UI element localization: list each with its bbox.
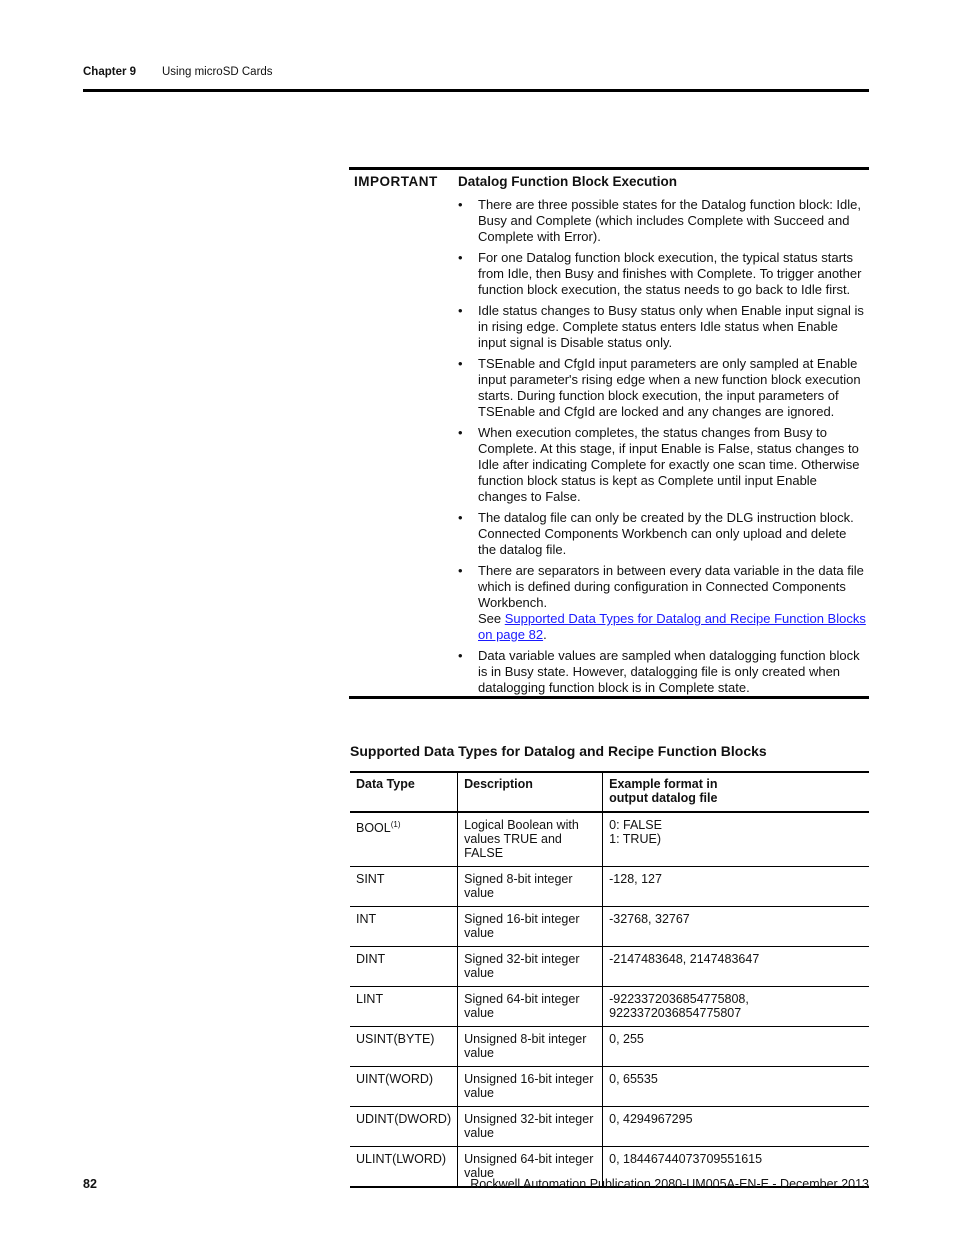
bullet-item: • Data variable values are sampled when datalogging function block is in Busy state. However, datalogging file is only created when datalogging function block is in Complete state. <box>458 648 868 696</box>
header-description: Description <box>458 772 603 812</box>
cell-data-type <box>350 947 458 987</box>
cell-example: -32768, 32767 <box>603 907 869 947</box>
cell-description: Signed 64-bit integer value <box>458 987 603 1027</box>
chapter-label: Chapter 9 <box>83 66 137 78</box>
data-type-text: UINT(WORD) <box>356 1072 434 1086</box>
cell-example: 0: FALSE 1: TRUE) <box>603 812 869 867</box>
important-box <box>349 167 869 699</box>
cell-example: -128, 127 <box>603 867 869 907</box>
data-type-text: BOOL <box>356 821 391 836</box>
cell-description: Signed 32-bit integer value <box>458 947 603 987</box>
table-row <box>350 1107 869 1147</box>
bullet-item <box>458 563 868 643</box>
table-row <box>350 1027 869 1067</box>
page-number: 82 <box>83 1177 97 1191</box>
cell-example: 0, 4294967295 <box>603 1107 869 1147</box>
table-row <box>350 1067 869 1107</box>
cell-data-type <box>350 812 458 867</box>
table-header-row <box>350 772 869 812</box>
data-type-text: DINT <box>356 952 386 966</box>
table-caption: Supported Data Types for Datalog and Recipe Function Blocks <box>350 743 767 759</box>
cell-example: 0, 255 <box>603 1027 869 1067</box>
cell-description: Logical Boolean with values TRUE and FALSE <box>458 812 603 867</box>
bullet-item: • Idle status changes to Busy status only when Enable input signal is in rising edge. Complete status enters Idle status when Enable input signal is Disable status only. <box>458 303 868 351</box>
see-suffix: . <box>543 627 547 642</box>
bullet-text: There are separators in between every data variable in the data file which is defined during configuration in Connected Components Workbench. <box>478 563 864 610</box>
cell-description: Unsigned 16-bit integer value <box>458 1067 603 1107</box>
footnote-marker: (1) <box>390 820 401 829</box>
bullet-item: • When execution completes, the status changes from Busy to Complete. At this stage, if input Enable is False, status changes to Idle after indicating Complete for exactly one scan time. Otherwise function block status is kept as Complete until input Enable changes to False. <box>458 425 868 505</box>
see-prefix: See <box>478 611 505 626</box>
data-type-text: SINT <box>356 872 385 886</box>
cell-description: Unsigned 64-bit integer value <box>458 1147 603 1188</box>
bullet-item: • For one Datalog function block execution, the typical status starts from Idle, then Busy and finishes with Complete. To trigger another function block execution, the status needs to go back to Idle first. <box>458 250 868 298</box>
cell-data-type <box>350 1107 458 1147</box>
chapter-title: Using microSD Cards <box>162 66 273 78</box>
important-heading: Datalog Function Block Execution <box>458 174 678 189</box>
table-row <box>350 812 869 867</box>
important-label: IMPORTANT <box>354 174 438 189</box>
cell-data-type <box>350 907 458 947</box>
table-row <box>350 867 869 907</box>
cell-description: Signed 16-bit integer value <box>458 907 603 947</box>
data-type-text: ULINT(LWORD) <box>356 1152 447 1166</box>
cell-description: Signed 8-bit integer value <box>458 867 603 907</box>
table-row <box>350 907 869 947</box>
cell-description: Unsigned 8-bit integer value <box>458 1027 603 1067</box>
cell-data-type <box>350 1027 458 1067</box>
cell-example: 0, 65535 <box>603 1067 869 1107</box>
cell-data-type <box>350 867 458 907</box>
important-bullet-list <box>458 197 868 701</box>
header-example-format: Example format in output datalog file <box>603 772 869 812</box>
table-body <box>350 812 869 1187</box>
data-type-text: UDINT(DWORD) <box>356 1112 452 1126</box>
table-row <box>350 987 869 1027</box>
data-type-text: USINT(BYTE) <box>356 1032 435 1046</box>
data-type-text: LINT <box>356 992 384 1006</box>
bullet-item: • TSEnable and CfgId input parameters are only sampled at Enable input parameter's rising edge when a new function block execution starts. During function block execution, the input parameters of TSEnable and CfgId are locked and any changes are ignored. <box>458 356 868 420</box>
cell-data-type <box>350 1067 458 1107</box>
data-type-text: INT <box>356 912 377 926</box>
bullet-item: • The datalog file can only be created by the DLG instruction block. Connected Components Workbench can only upload and delete the datalog file. <box>458 510 868 558</box>
cell-data-type <box>350 987 458 1027</box>
bullet-item: • There are three possible states for the Datalog function block: Idle, Busy and Complete (which includes Complete with Succeed and Complete with Error). <box>458 197 868 245</box>
cell-example: 0, 18446744073709551615 <box>603 1147 869 1188</box>
table-row <box>350 947 869 987</box>
header-data-type: Data Type <box>356 777 415 791</box>
header-rule <box>83 89 869 92</box>
publication-info: Rockwell Automation Publication 2080-UM005A-EN-E - December 2013 <box>470 1177 869 1191</box>
cell-data-type <box>350 1147 458 1188</box>
cell-example: -2147483648, 2147483647 <box>603 947 869 987</box>
cross-reference-link[interactable]: Supported Data Types for Datalog and Recipe Function Blocks on page 82 <box>478 611 866 642</box>
cell-example: -9223372036854775808, 9223372036854775807 <box>603 987 869 1027</box>
data-types-table <box>350 771 869 1188</box>
cell-description: Unsigned 32-bit integer value <box>458 1107 603 1147</box>
